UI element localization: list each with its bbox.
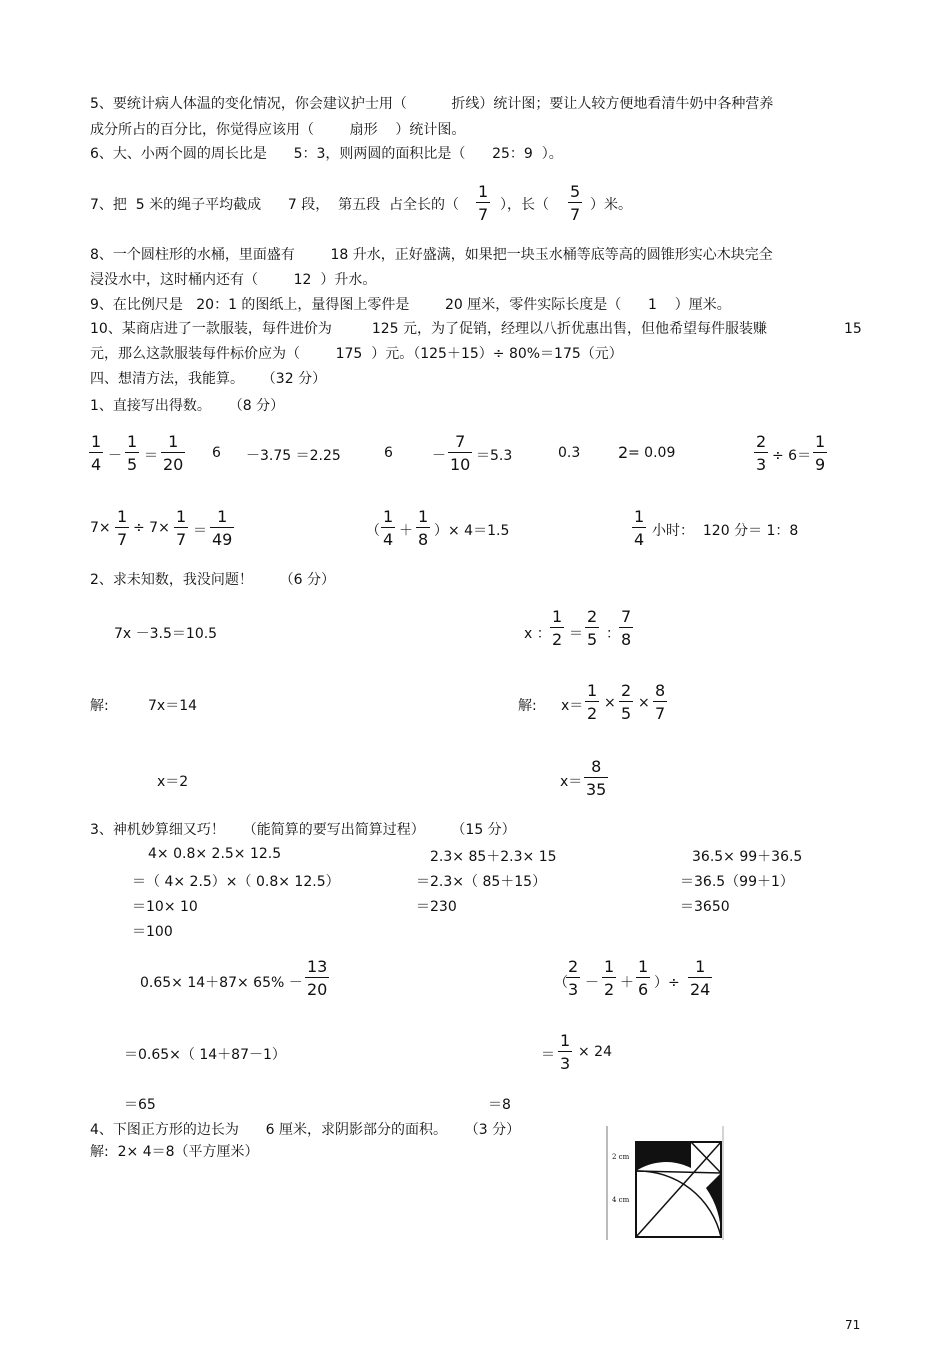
q7-text-a: 7、把 5 米的绳子平均截成 7 段， 第五段 占全长的（ xyxy=(90,197,460,213)
p2-right-frac-f: $\frac{8}{7}$ xyxy=(655,681,666,723)
p1-e2-a: 6 xyxy=(212,445,221,461)
p1-e7-plus: ＋ xyxy=(399,523,413,539)
p2-right-colon: ： xyxy=(606,626,620,642)
p3-l4-step1: ＝0.65×（ 14＋87－1） xyxy=(124,1047,286,1063)
p3-r4-step1-eq: ＝ xyxy=(541,1047,555,1063)
q10-line2: 元，那么这款服装每件标价应为（ 175 ）元。（125＋15）÷ 80%＝175（元） xyxy=(90,346,623,362)
p2-left-equation: 7x －3.5＝10.5 xyxy=(114,626,218,642)
section-4-title: 四、想清方法，我能算。 （32 分） xyxy=(90,371,327,387)
part1-title: 1、直接写出得数。 （8 分） xyxy=(90,398,285,414)
p1-e7-frac-b: $\frac{1}{8}$ xyxy=(418,507,429,549)
q8-line1: 8、一个圆柱形的水桶，里面盛有 18 升水，正好盛满，如果把一块玉水桶等底等高的圆锥形实心木块完全 xyxy=(90,247,773,263)
p3-c1-line: ＝100 xyxy=(132,924,173,940)
p2-right-frac-d: $\frac{1}{2}$ xyxy=(587,681,598,723)
p2-right-x3: x＝ xyxy=(560,774,583,790)
p3-c3-line: 36.5× 99＋36.5 xyxy=(692,849,803,865)
p1-e4-a: 0.3 xyxy=(558,445,581,461)
p3-c2-line: 2.3× 85＋2.3× 15 xyxy=(430,849,557,865)
p2-right-jie: 解: xyxy=(518,698,537,714)
p1-e6-eq: ＝ xyxy=(193,523,207,539)
p3-c1-line: ＝10× 10 xyxy=(132,899,198,915)
p2-right-frac-b: $\frac{2}{5}$ xyxy=(587,607,598,649)
p3-r4-frac-a: $\frac{2}{3}$ xyxy=(568,957,579,999)
p1-e6-frac-r: $\frac{1}{49}$ xyxy=(212,507,233,549)
p1-e6-frac-b: $\frac{1}{7}$ xyxy=(176,507,187,549)
p3-r4-frac-r: $\frac{1}{24}$ xyxy=(690,957,711,999)
q6: 6、大、小两个圆的周长比是 5：3，则两圆的面积比是（ 25：9 ）。 xyxy=(90,146,563,162)
p1-e1-frac-r: $\frac{1}{20}$ xyxy=(163,432,184,474)
p2-right-eq: ＝ xyxy=(569,626,583,642)
figure-label-2cm: 2 cm xyxy=(612,1153,630,1161)
p1-e2-b: －3.75 ＝2.25 xyxy=(246,448,341,464)
q5-line2: 成分所占的百分比，你觉得应该用（ 扇形 ）统计图。 xyxy=(90,122,466,138)
p1-e1-frac-b: $\frac{1}{5}$ xyxy=(127,432,138,474)
p3-l4-step2: ＝65 xyxy=(124,1097,156,1113)
p1-e3-frac: $\frac{7}{10}$ xyxy=(450,432,471,474)
p3-r4-plus: ＋ xyxy=(620,975,634,991)
p1-e8-rest: 小时： 120 分＝ 1：8 xyxy=(652,523,799,539)
p3-c1-line: ＝（ 4× 2.5）×（ 0.8× 12.5） xyxy=(132,874,340,890)
p2-left-jie: 解: xyxy=(90,698,109,714)
q5-line1: 5、要统计病人体温的变化情况，你会建议护士用（ 折线）统计图；要让人较方便地看清牛奶中各种营养 xyxy=(90,96,774,112)
p3-r4-lp: （ xyxy=(554,975,568,991)
p3-r4-step1-rest: × 24 xyxy=(578,1044,612,1060)
p1-e7-rest: ）× 4＝1.5 xyxy=(434,523,510,539)
p3-l4-frac: $\frac{13}{20}$ xyxy=(307,957,328,999)
p3-r4-frac-b: $\frac{1}{2}$ xyxy=(604,957,615,999)
p2-right-x: x ： xyxy=(524,626,551,642)
part3-title: 3、神机妙算细又巧！ （能简算的要写出简算过程） （15 分） xyxy=(90,822,516,838)
p3-r4-frac-c: $\frac{1}{6}$ xyxy=(638,957,649,999)
q7-text-b: ），长（ xyxy=(500,197,549,213)
p1-e4-c: = 0.09 xyxy=(628,445,676,461)
p1-e1-eq: ＝ xyxy=(144,448,158,464)
p3-r4-minus: － xyxy=(585,975,599,991)
p2-right-times1: × xyxy=(604,695,616,711)
p1-e3-c: ＝5.3 xyxy=(476,448,513,464)
p1-e4-b: 2 xyxy=(618,443,629,462)
q8-line2: 浸没水中，这时桶内还有（ 12 ）升水。 xyxy=(90,272,377,288)
part4-title: 4、下图正方形的边长为 6 厘米，求阴影部分的面积。 （3 分） xyxy=(90,1122,521,1138)
p3-c3-line: ＝36.5（99＋1） xyxy=(680,874,794,890)
part2-title: 2、求未知数，我没问题！ （6 分） xyxy=(90,572,335,588)
q7-text-c: ）米。 xyxy=(590,197,632,213)
p1-e7-frac-a: $\frac{1}{4}$ xyxy=(383,507,394,549)
p3-c3-line: ＝3650 xyxy=(680,899,730,915)
p3-c2-line: ＝230 xyxy=(416,899,457,915)
p3-r4-step2: ＝8 xyxy=(488,1097,511,1113)
p2-left-step2: x＝2 xyxy=(157,774,189,790)
q9: 9、在比例尺是 20：1 的图纸上，量得图上零件是 20 厘米，零件实际长度是（ 1 ）厘米。 xyxy=(90,297,731,313)
q10-line1-right: 15 xyxy=(844,321,862,337)
p1-e3-b: － xyxy=(432,448,446,464)
p1-e1-frac-a: $\frac{1}{4}$ xyxy=(91,432,102,474)
p1-e6-frac-a: $\frac{1}{7}$ xyxy=(117,507,128,549)
p3-c2-line: ＝2.3×（ 85＋15） xyxy=(416,874,547,890)
p2-right-frac-e: $\frac{2}{5}$ xyxy=(621,681,632,723)
p1-e5-frac-a: $\frac{2}{3}$ xyxy=(756,432,767,474)
p3-r4-step1-frac: $\frac{1}{3}$ xyxy=(560,1031,571,1073)
q7-fraction-2: $\frac{5}{7}$ xyxy=(570,182,581,224)
p3-c1-line: 4× 0.8× 2.5× 12.5 xyxy=(148,846,282,862)
page-number: 71 xyxy=(845,1318,861,1332)
p2-right-frac-a: $\frac{1}{2}$ xyxy=(552,607,563,649)
p1-e1-op: － xyxy=(108,448,122,464)
p1-e5-frac-r: $\frac{1}{9}$ xyxy=(815,432,826,474)
part4-answer: 解: 2× 4＝8（平方厘米） xyxy=(90,1144,259,1160)
p1-e6-pre: 7× xyxy=(90,520,111,536)
p3-r4-rest: ）÷ xyxy=(654,975,680,991)
shaded-square-figure xyxy=(606,1126,728,1242)
p1-e6-mid: ÷ 7× xyxy=(133,520,170,536)
p2-left-step1: 7x＝14 xyxy=(148,698,198,714)
p3-l4-text: 0.65× 14＋87× 65% － xyxy=(140,975,303,991)
q7-fraction-1: $\frac{1}{7}$ xyxy=(478,182,489,224)
figure-label-4cm: 4 cm xyxy=(612,1196,630,1204)
p2-right-frac-c: $\frac{7}{8}$ xyxy=(621,607,632,649)
p2-right-times2: × xyxy=(638,695,650,711)
p1-e3-a: 6 xyxy=(384,445,393,461)
q10-line1: 10、某商店进了一款服装，每件进价为 125 元，为了促销，经理以八折优惠出售，但他希望每件服装赚 xyxy=(90,321,768,337)
p2-right-frac-g: $\frac{8}{35}$ xyxy=(586,757,607,799)
p1-e7-lp: （ xyxy=(366,523,380,539)
p1-e5-mid: ÷ 6＝ xyxy=(772,448,812,464)
p1-e8-frac: $\frac{1}{4}$ xyxy=(634,507,645,549)
p2-right-x2: x＝ xyxy=(561,698,584,714)
